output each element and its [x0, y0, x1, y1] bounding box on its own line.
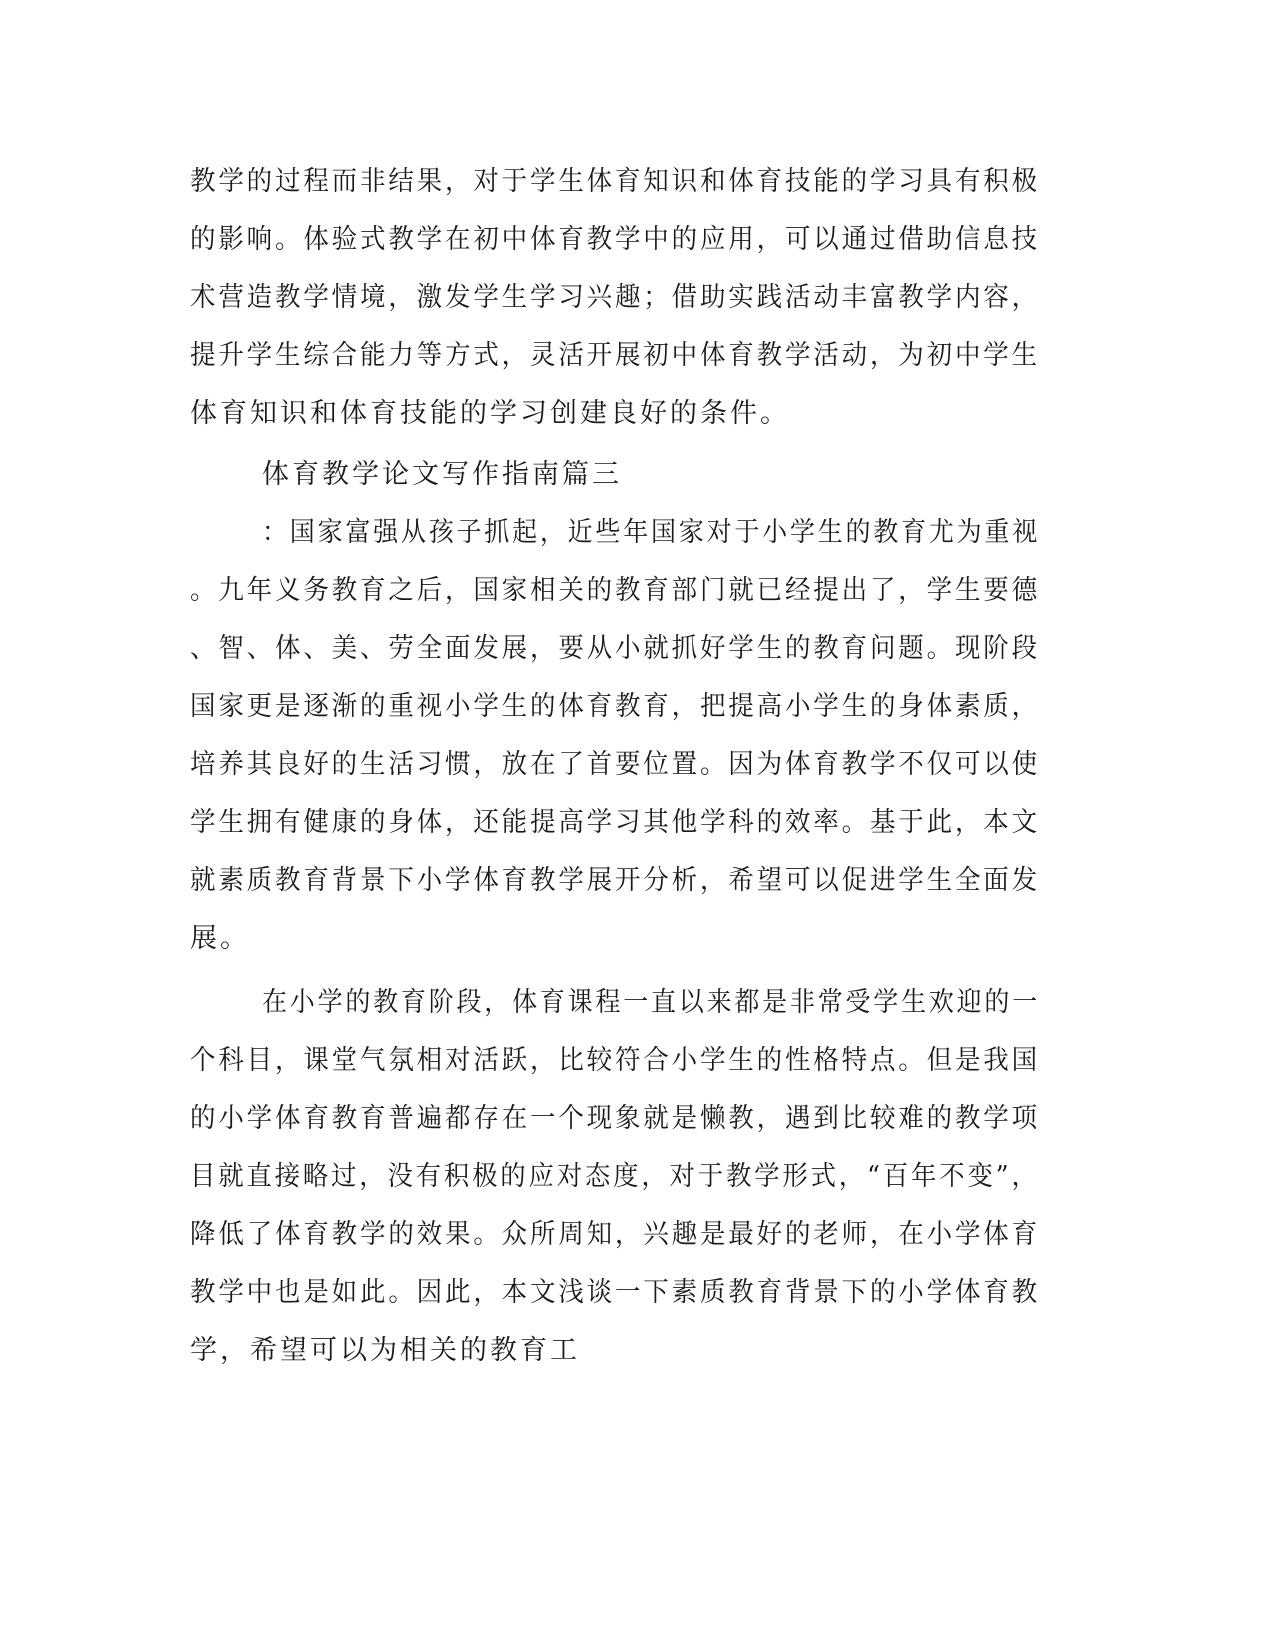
paragraph-2-line-2: 。九年义务教育之后，国家相关的教育部门就已经提出了，学生要德 [190, 575, 1040, 606]
paragraph-3-line-2: 个科目，课堂气氛相对活跃，比较符合小学生的性格特点。但是我国 [190, 1045, 1040, 1076]
paragraph-3-line-7: 学，希望可以为相关的教育工 [190, 1335, 580, 1366]
paragraph-2-line-7: 就素质教育背景下小学体育教学展开分析，希望可以促进学生全面发 [190, 865, 1040, 896]
section-heading: 体育教学论文写作指南篇三 [262, 459, 622, 490]
paragraph-3-line-1: 在小学的教育阶段，体育课程一直以来都是非常受学生欢迎的一 [262, 987, 1041, 1018]
paragraph-2-line-6: 学生拥有健康的身体，还能提高学习其他学科的效率。基于此，本文 [190, 807, 1040, 838]
paragraph-2-line-8: 展。 [190, 923, 250, 954]
paragraph-3-line-5: 降低了体育教学的效果。众所周知，兴趣是最好的老师，在小学体育 [190, 1219, 1040, 1250]
paragraph-2-line-4: 国家更是逐渐的重视小学生的体育教育，把提高小学生的身体素质， [190, 691, 1040, 722]
paragraph-3-line-6: 教学中也是如此。因此，本文浅谈一下素质教育背景下的小学体育教 [190, 1277, 1040, 1308]
paragraph-3-line-4: 目就直接略过，没有积极的应对态度，对于教学形式，“百年不变”， [190, 1161, 1040, 1192]
paragraph-2-line-3: 、智、体、美、劳全面发展，要从小就抓好学生的教育问题。现阶段 [190, 633, 1040, 664]
paragraph-3-line-3: 的小学体育教育普遍都存在一个现象就是懒教，遇到比较难的教学项 [190, 1103, 1040, 1134]
paragraph-2-line-5: 培养其良好的生活习惯，放在了首要位置。因为体育教学不仅可以使 [190, 749, 1040, 780]
paragraph-1-line-1: 教学的过程而非结果，对于学生体育知识和体育技能的学习具有积极 [190, 166, 1040, 197]
paragraph-1-line-2: 的影响。体验式教学在初中体育教学中的应用，可以通过借助信息技 [190, 224, 1040, 255]
paragraph-2-line-1: ：国家富强从孩子抓起，近些年国家对于小学生的教育尤为重视 [262, 517, 1041, 548]
paragraph-1-line-3: 术营造教学情境，激发学生学习兴趣；借助实践活动丰富教学内容， [190, 282, 1040, 313]
paragraph-1-line-4: 提升学生综合能力等方式，灵活开展初中体育教学活动，为初中学生 [190, 340, 1040, 371]
paragraph-1-line-5: 体育知识和体育技能的学习创建良好的条件。 [190, 398, 790, 429]
